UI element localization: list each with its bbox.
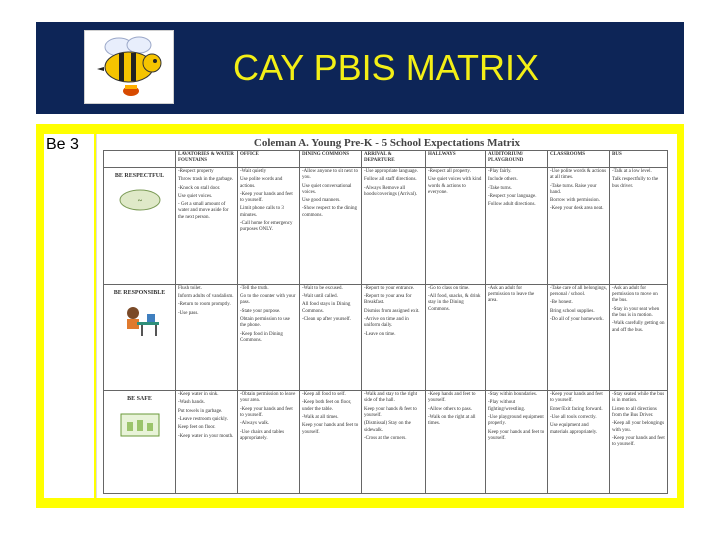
matrix-cell <box>300 391 362 494</box>
cell-text: - Get a small amount of water and move aside for the next person. <box>178 202 229 220</box>
cell-text: -Keep both feet on floor, under the table. <box>302 400 352 412</box>
cell-text: All food stays in Dining Commons. <box>302 302 351 314</box>
cell-text: Use quiet voices with kind words & actions to everyone. <box>428 177 482 195</box>
matrix-cell <box>426 284 486 390</box>
cell-text: -Keep your desk area neat. <box>550 206 604 212</box>
cell-text: Use good manners. <box>302 198 341 204</box>
cell-text: Go to the counter with your pass. <box>240 294 296 306</box>
cell-text: -Leave restroom quickly. <box>178 416 229 422</box>
matrix-row <box>104 168 668 285</box>
matrix-cell <box>426 168 486 285</box>
cell-text: -Talk at a low level. <box>612 169 652 174</box>
cell-text: -Keep your hands and feet to yourself. <box>240 406 293 418</box>
page-title: CAY PBIS MATRIX <box>232 47 540 88</box>
matrix-row <box>104 284 668 390</box>
column-header: LAVATORIES & WATER FOUNTAINS <box>176 151 238 168</box>
cell-text: -Go to class on time. <box>428 285 470 291</box>
column-header: DINING COMMONS <box>300 151 362 168</box>
cell-text: -Wait until called. <box>302 294 338 300</box>
cell-text: -Keep hands and feet to yourself. <box>428 392 476 404</box>
matrix-cell <box>610 391 668 494</box>
cell-text: -Stay seated while the bus is in motion. <box>612 392 665 404</box>
row-header-label: BE RESPECTFUL <box>114 173 165 179</box>
cell-text: -Respect property <box>178 169 214 174</box>
cell-text: Limit phone calls to 3 minutes. <box>240 206 284 218</box>
matrix-cell <box>300 284 362 390</box>
cell-text: -Do all of your homework. <box>550 317 604 322</box>
column-header: AUDITORIUM/ PLAYGROUND <box>486 151 548 168</box>
matrix-cell <box>486 391 548 494</box>
matrix-cell <box>362 391 426 494</box>
cell-text: -State your purpose. <box>240 308 281 314</box>
column-header: ARRIVAL & DEPARTURE <box>362 151 426 168</box>
matrix-cell <box>548 391 610 494</box>
cell-text: Follow all staff directions. <box>364 177 417 183</box>
cell-text: Bring school supplies. <box>550 308 595 314</box>
cell-text: -Play fairly. <box>488 169 512 174</box>
expectations-matrix-document <box>96 134 677 498</box>
column-header: OFFICE <box>238 151 300 168</box>
cell-text: -Obtain permission to leave your area. <box>240 392 296 404</box>
column-header-row <box>104 151 668 168</box>
cell-text: -Keep water in sink. <box>178 392 219 398</box>
row-header-label: BE RESPONSIBLE <box>113 289 166 296</box>
document-title: Coleman A. Young Pre-K - 5 School Expectations Matrix <box>253 137 521 149</box>
cell-text: Put towels in garbage. <box>178 408 223 414</box>
cell-text: -Keep food in Dining Commons. <box>240 331 283 343</box>
svg-text:~: ~ <box>137 196 142 205</box>
cell-text: -All food, snacks, & drink stay in the Dining Commons. <box>428 294 481 312</box>
side-label-box <box>44 134 94 498</box>
cell-text: Keep your hands & feet to yourself. <box>364 406 417 418</box>
matrix-cell <box>426 391 486 494</box>
cell-text: -Use appropriate language. <box>364 169 419 174</box>
cell-text: -Respect your language. <box>488 193 537 199</box>
matrix-cell <box>238 168 300 285</box>
cell-text: -Show respect to the dining commons. <box>302 206 357 218</box>
column-header: HALLWAYS <box>426 151 486 168</box>
cell-text: -Wait quietly <box>240 169 267 174</box>
cell-text: -Tell the truth. <box>240 285 269 291</box>
matrix-cell <box>610 284 668 390</box>
row-header-label: BE SAFE <box>127 396 152 403</box>
matrix-cell <box>176 284 238 390</box>
cell-text: Keep feet on floor. <box>178 425 216 431</box>
cell-text: -Keep all your belongings with you. <box>612 421 665 433</box>
cell-text: -Take turns. Raise your hand. <box>550 183 597 195</box>
cell-text: -Use all tools correctly. <box>550 414 597 420</box>
cell-text: Keep your hands and feet to yourself. <box>302 423 359 435</box>
cell-text: -Return to room promptly. <box>178 302 231 308</box>
cell-text: Throw trash in the garbage. <box>178 177 234 183</box>
cell-text: Borrow with permission. <box>550 198 600 204</box>
cell-text: -Take care of all belongings, personal / school. <box>550 285 607 298</box>
cell-text: -Use chairs and tables appropriately. <box>240 429 285 441</box>
expectations-matrix-table <box>103 150 668 494</box>
cell-text: -Cross at the corners. <box>364 435 407 441</box>
cell-text: -Report to your entrance. <box>364 285 415 291</box>
matrix-cell <box>176 391 238 494</box>
title-banner <box>36 22 684 114</box>
column-header: BUS <box>610 151 668 168</box>
cell-text: -Walk on the right at all times. <box>428 414 476 427</box>
cell-text: -Knock on stall door. <box>178 185 221 191</box>
cell-text: Use quiet conversational voices. <box>302 183 352 195</box>
matrix-cell <box>486 168 548 285</box>
cell-text: -Report to your area for Breakfast. <box>364 294 412 306</box>
matrix-cell <box>548 168 610 285</box>
cell-text: Use equipment and materials appropriately. <box>550 423 598 435</box>
cell-text: Keep your hands and feet to yourself. <box>488 429 545 441</box>
row-header-cell <box>104 284 176 390</box>
cell-text: -Keep your hands and feet to yourself. <box>550 392 603 404</box>
cell-text: -Walk at all times. <box>302 414 339 420</box>
matrix-cell <box>176 168 238 285</box>
row-header-cell <box>104 391 176 494</box>
cell-text: -Leave on time. <box>364 331 396 337</box>
cell-text: -Use playground equipment properly. <box>488 414 544 427</box>
matrix-cell <box>610 168 668 285</box>
cell-text: Flush toilet. <box>178 285 202 291</box>
cell-text: -Use pass. <box>178 310 199 316</box>
cell-text: -Keep your hands and feet to yourself. <box>240 191 293 204</box>
cell-text: -Keep your hands and feet to yourself. <box>612 435 665 448</box>
side-label: Be 3 <box>46 136 79 153</box>
cell-text: (Dismissal) Stay on the sidewalk. <box>364 421 411 433</box>
cell-text: -Take turns. <box>488 185 512 191</box>
matrix-cell <box>362 168 426 285</box>
respect-clipart-icon <box>117 187 163 216</box>
cell-text: -Walk carefully getting on and off the bus. <box>612 321 665 333</box>
row-header-cell <box>104 168 176 285</box>
cell-text: Use quiet voices. <box>178 193 213 199</box>
matrix-cell <box>238 391 300 494</box>
cell-text: -Always walk. <box>240 421 270 427</box>
cell-text: Include others. <box>488 177 518 183</box>
matrix-cell <box>362 284 426 390</box>
cell-text: Talk respectfully to the bus driver. <box>612 177 659 189</box>
matrix-cell <box>486 284 548 390</box>
cell-text: -Play without fighting/wrestling. <box>488 400 526 412</box>
cell-text: -Keep water in your mouth. <box>178 433 234 439</box>
cell-text: -Wash hands. <box>178 400 205 406</box>
safety-clipart-icon <box>117 410 163 443</box>
cell-text: -Stay within boundaries. <box>488 392 538 398</box>
cell-text: -Wait to be excused. <box>302 285 343 291</box>
cell-text: Enter/Exit facing forward. <box>550 406 603 412</box>
cell-text: Inform adults of vandalism. <box>178 294 234 300</box>
cell-text: -Keep all food to self. <box>302 392 346 398</box>
cell-text: -Ask an adult for permission to move on the bus. <box>612 285 658 304</box>
cell-text: -Always Remove all hoods/coverings (Arrival). <box>364 185 418 197</box>
cell-text: Follow adult directions. <box>488 202 536 208</box>
matrix-cell <box>300 168 362 285</box>
bee-logo <box>84 30 174 104</box>
matrix-row <box>104 391 668 494</box>
cell-text: -Call home for emergency purposes ONLY. <box>240 221 293 233</box>
matrix-cell <box>238 284 300 390</box>
cell-text: -Allow anyone to sit next to you. <box>302 169 358 181</box>
corner-header-cell <box>104 151 176 168</box>
cell-text: Obtain permission to use the phone. <box>240 317 290 329</box>
cell-text: -Be honest. <box>550 300 573 306</box>
cell-text: -Respect all property. <box>428 169 471 174</box>
column-header: CLASSROOMS <box>548 151 610 168</box>
cell-text: -Allow others to pass. <box>428 406 472 412</box>
cell-text: -Walk and stay to the right side of the hall. <box>364 392 418 404</box>
cell-text: -Clean up after yourself. <box>302 317 351 322</box>
cell-text: Listen to all directions from the Bus Driver. <box>612 406 657 418</box>
cell-text: -Use polite words & actions at all times. <box>550 169 607 181</box>
cell-text: -Ask an adult for permission to leave the area. <box>488 285 535 304</box>
matrix-cell <box>548 284 610 390</box>
student-desk-clipart-icon <box>117 304 163 341</box>
bee-icon <box>85 31 173 103</box>
cell-text: -Stay in your seat when the bus is in motion. <box>612 306 660 318</box>
cell-text: -Arrive on time and in uniform daily. <box>364 317 409 329</box>
cell-text: Use polite words and actions. <box>240 177 283 189</box>
cell-text: Dismiss from assigned exit. <box>364 308 420 314</box>
